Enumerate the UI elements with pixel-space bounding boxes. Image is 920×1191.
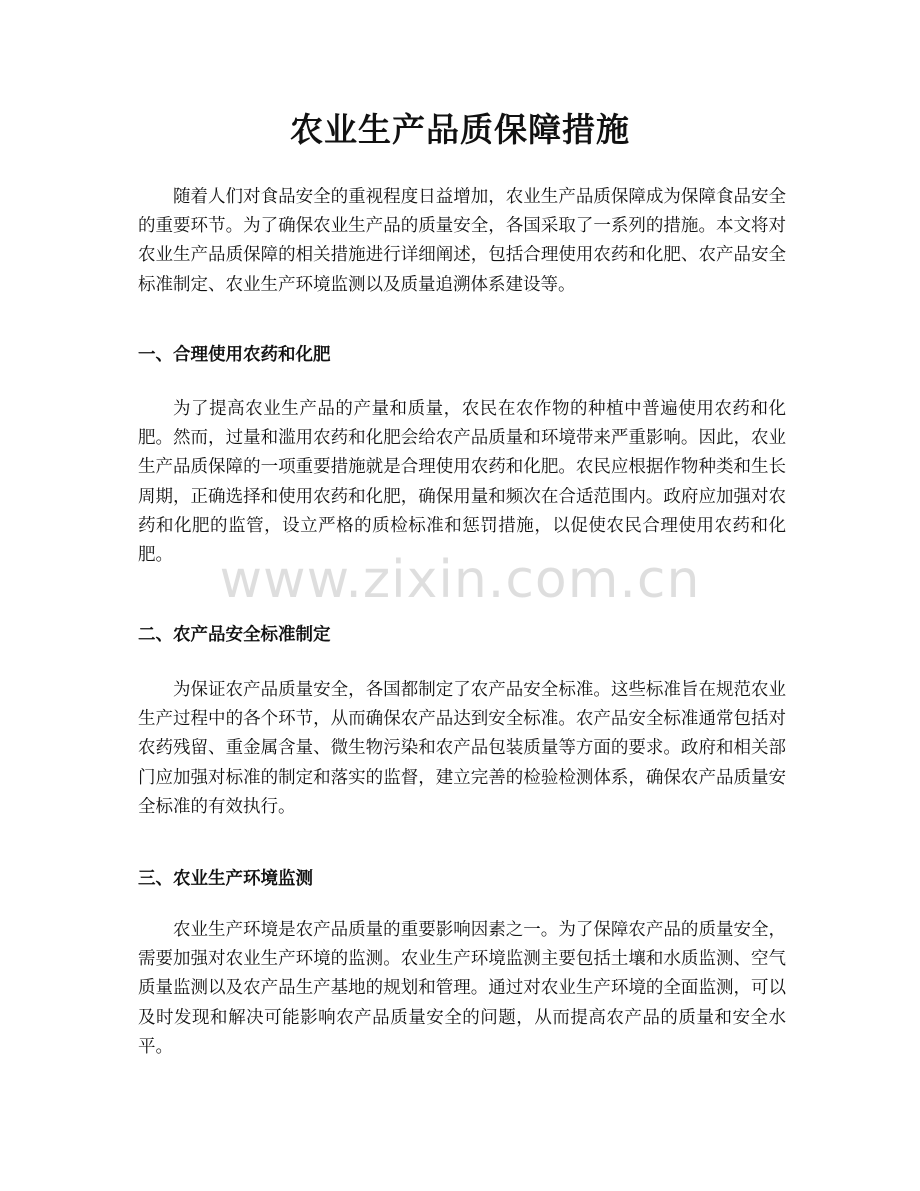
- document-title: 农业生产品质保障措施: [290, 110, 630, 149]
- section-body-1: 为了提高农业生产品的产量和质量，农民在农作物的种植中普遍使用农药和化肥。然而，过量和滥用农药和化肥会给农产品质量和环境带来严重影响。因此，农业生产品质保障的一项重要措施就是合理使用农药和化肥。农民应根据作物种类和生长周期，正确选择和使用农药和化肥，确保用量和频次在合适范围内。政府应加强对农药和化肥的监管，设立严格的质检标准和惩罚措施，以促使农民合理使用农药和化肥。: [138, 399, 786, 566]
- section-heading-2: 二、农产品安全标准制定: [138, 625, 331, 645]
- section-heading-1: 一、合理使用农药和化肥: [138, 345, 331, 365]
- section-body-2: 为保证农产品质量安全，各国都制定了农产品安全标准。这些标准旨在规范农业生产过程中的各个环节，从而确保农产品达到安全标准。农产品安全标准通常包括对农药残留、重金属含量、微生物污染和农产品包装质量等方面的要求。政府和相关部门应加强对标准的制定和落实的监督，建立完善的检验检测体系，确保农产品质量安全标准的有效执行。: [138, 680, 786, 817]
- intro-paragraph: 随着人们对食品安全的重视程度日益增加，农业生产品质保障成为保障食品安全的重要环节。为了确保农业生产品的质量安全，各国采取了一系列的措施。本文将对农业生产品质保障的相关措施进行详细阐述，包括合理使用农药和化肥、农产品安全标准制定、农业生产环境监测以及质量追溯体系建设等。: [138, 187, 786, 295]
- section-heading-3: 三、农业生产环境监测: [138, 869, 313, 889]
- watermark-text: www.zixin.com.cn: [219, 550, 701, 610]
- section-body-3: 农业生产环境是农产品质量的重要影响因素之一。为了保障农产品的质量安全，需要加强对农业生产环境的监测。农业生产环境监测主要包括土壤和水质监测、空气质量监测以及农产品生产基地的规划和管理。通过对农业生产环境的全面监测，可以及时发现和解决可能影响农产品质量安全的问题，从而提高农产品的质量和安全水平。: [138, 920, 786, 1057]
